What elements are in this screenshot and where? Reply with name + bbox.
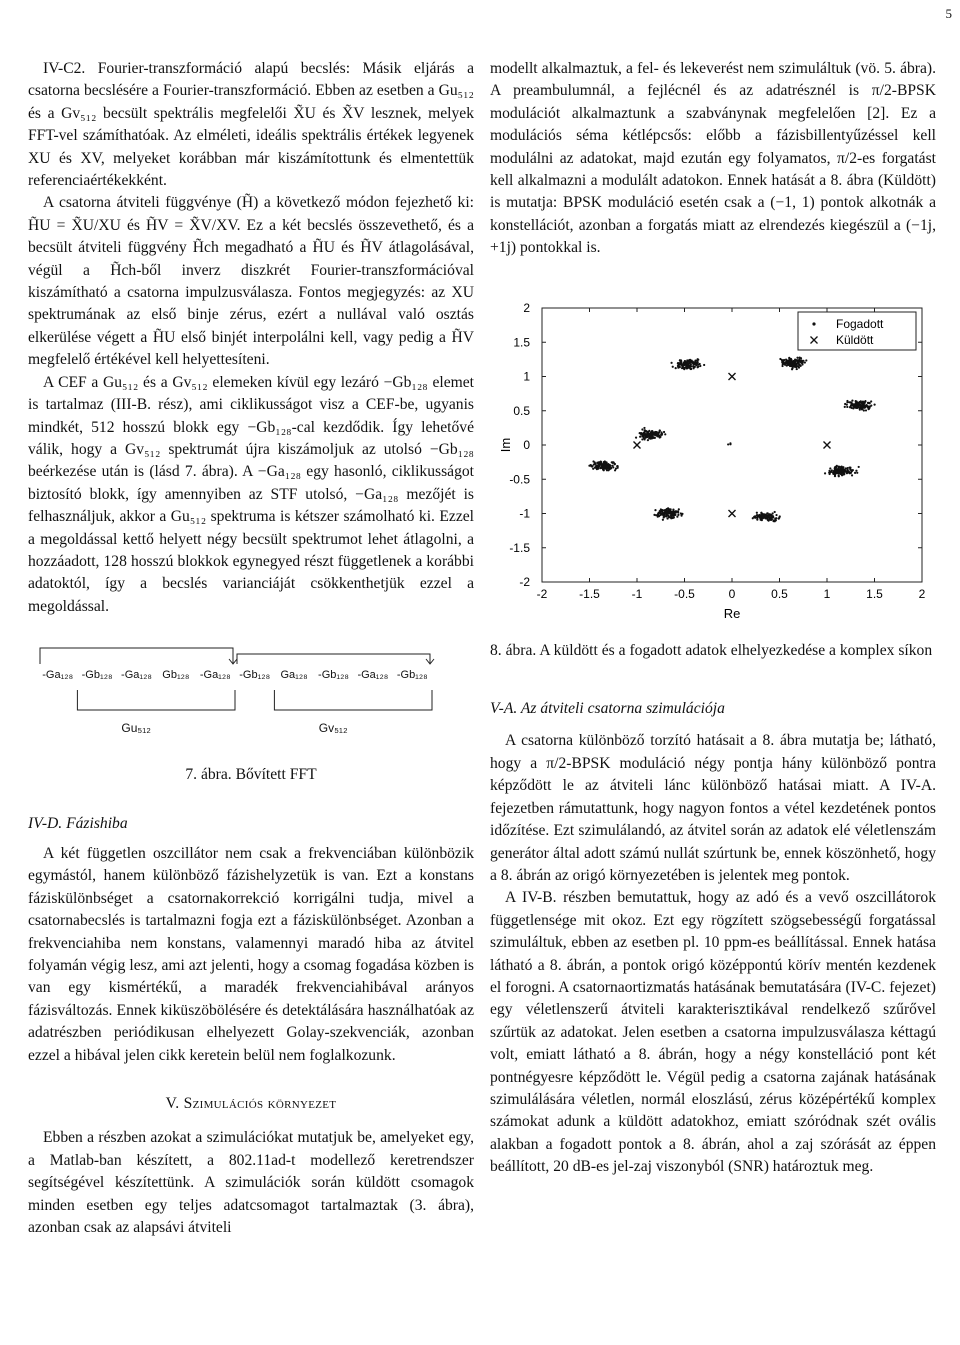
received-point	[843, 472, 845, 474]
gu-bracket	[40, 648, 233, 664]
y-tick-label: 0.5	[513, 403, 530, 418]
received-point	[854, 406, 856, 408]
received-point	[834, 467, 836, 469]
right-column	[490, 58, 936, 1179]
received-point	[696, 361, 698, 363]
received-point	[659, 510, 661, 512]
received-point	[761, 515, 763, 517]
figure-7-caption: 7. ábra. Bővített FFT	[185, 766, 317, 784]
received-point	[635, 436, 637, 438]
received-point	[667, 512, 669, 514]
received-point	[848, 470, 850, 472]
received-point	[768, 516, 770, 518]
received-point	[683, 368, 685, 370]
received-point	[691, 359, 693, 361]
received-point	[834, 475, 836, 477]
y-tick-label: -1.5	[509, 540, 530, 555]
received-point	[772, 520, 774, 522]
x-tick-label: -2	[536, 586, 548, 601]
received-point	[614, 463, 616, 465]
constellation-scatter-plot	[490, 294, 936, 624]
received-point	[597, 467, 599, 469]
received-point	[849, 405, 851, 407]
received-point	[654, 509, 656, 511]
received-point	[687, 366, 689, 368]
figure-8-caption: 8. ábra. A küldött és a fogadott adatok elhelyezkedése a komplex síkon	[490, 641, 933, 659]
gv-bracket	[237, 654, 430, 664]
received-point	[838, 475, 840, 477]
received-point	[839, 467, 841, 469]
received-point	[727, 443, 729, 445]
x-axis-label: Re	[723, 605, 741, 621]
received-point	[659, 514, 661, 516]
section-heading-channel-sim: V-A. Az átviteli csatorna szimulációja	[490, 700, 725, 718]
received-point	[611, 461, 613, 463]
received-point	[788, 357, 790, 359]
y-tick-label: 0	[523, 437, 530, 452]
received-point	[851, 399, 853, 401]
paragraph-channel-effects: A csatorna különböző torzító hatásait a 8. ábra mutatja be; látható, hogy a π/2-BPSK moduláció négy pontja hány különböző pontra képződött le az átviteli lánc különböző hatásai miatt. A IV-A. fejezetben rámutattunk, hogy nagyon fontos a vétel kezdetének pontos időzítése. Ezt szimulálandó, az átvitel során az adatok elé véletlenszám generátor által adott számú nullát szúrtunk be, ennek köszönhető, hogy a 8. ábrán az origó környezetében is jelentek meg pontok.	[490, 732, 936, 884]
received-point	[592, 460, 594, 462]
y-tick-label: 1	[523, 369, 530, 384]
fft-block-label: Ga₁₂₈	[280, 669, 308, 682]
paragraph-oscillator-effects: A IV-B. részben bemutattuk, hogy az adó és a vevő oszcillátorok függetlensége mit okoz. Ezt egy rögzített szögsebességű forgatással szimuláltuk, ebben az esetben pl. 10 ppm-es beállítással. Ennek hatása látható a 8. ábrán, a pontok origó középpontú körív mentén kezdenek el forogni. A csatornaortizmatás hatásának bemutatására (IV-C. fejezet) egy véletlenszerű átviteli karakterisztikával rendelkező szűrővel szűrtük az adatokat. Jelen esetben a csatorna impulzusválasza kéttagú volt, emiatt látható a 8. ábrán, hogy a négy konstelláció pont két pontnégyesre képződött le. Végül pedig a csatorna zajának hatásának szimulálására véletlen, normál eloszlású, zérus középértékű komplex számokat adunk a küldött adatokhoz, emiatt szóródnak szét ovális alakban a fogadott pontok a 8. ábrán, ahol a zaj szórását az éppen beállított, 20 dB-es jel-zaj viszonyból (SNR) határoztuk meg.	[490, 889, 936, 1176]
received-point	[601, 465, 603, 467]
received-point	[647, 439, 649, 441]
received-point	[799, 356, 801, 358]
received-point	[670, 514, 672, 516]
received-point	[697, 358, 699, 360]
received-point	[756, 514, 758, 516]
received-point	[784, 362, 786, 364]
page-number: 5	[945, 6, 952, 21]
received-point	[648, 434, 650, 436]
received-point	[778, 516, 780, 518]
received-point	[868, 406, 870, 408]
paragraph-fourier-estimation: IV-C2. Fourier-transzformáció alapú becslés: Másik eljárás a csatorna becslésére a Fourier-transzformáció. Ebben az esetben a Gu₅₁₂ és a Gv₅₁₂ becsült spektrális megfelelői X̃U és X̃V lesznek, melyek FFT-vel számíthatóak. Az elméleti, ideális spektrális értékek legyenek XU és XV, melyeket korábban már kiszámítottunk és elmentettük referenciaértékekként.	[28, 60, 474, 190]
received-point	[796, 360, 798, 362]
figure-8-constellation	[490, 294, 936, 624]
legend-received-label: Fogadott	[836, 316, 884, 331]
fft-block-label: -Gb₁₂₈	[396, 669, 428, 682]
paragraph-transfer-function: A csatorna átviteli függvénye (H̃) a következő módon fejezhető ki: H̃U = X̃U/XU és H̃V = X̃V/XV. Ez a két becslés összevethető, és a becsült átviteli függvény H̃ch megadható a H̃U és H̃V átlagolásával, végül a H̃ch-ből inverz diszkrét Fourier-transzformációval kiszámítható a csatorna impulzusválasza. Fontos megjegyzés: az XU spektrumának az első binje zérus, ezért a nullával való osztás elkerülése végett a H̃U első binjét interpolálni kell, vagy pedig a H̃V megfelelő értékével kell helyettesíteni.	[28, 194, 474, 369]
section-heading-phase-error: IV-D. Fázishiba	[28, 814, 128, 832]
received-point	[844, 405, 846, 407]
received-point	[643, 426, 645, 428]
received-point	[858, 465, 860, 467]
received-point	[678, 508, 680, 510]
received-point	[756, 518, 758, 520]
received-point	[797, 365, 799, 367]
received-point	[793, 363, 795, 365]
received-point	[829, 467, 831, 469]
received-point	[592, 467, 594, 469]
received-point	[680, 361, 682, 363]
received-point	[770, 513, 772, 515]
x-tick-label: 1	[823, 586, 831, 601]
received-point	[802, 361, 804, 363]
received-point	[837, 467, 839, 469]
received-point	[753, 515, 755, 517]
received-point	[667, 514, 669, 516]
received-point	[668, 516, 670, 518]
received-point	[854, 471, 856, 473]
y-axis-label: Im	[498, 437, 513, 452]
received-point	[641, 428, 643, 430]
received-point	[663, 431, 665, 433]
received-point	[590, 465, 592, 467]
received-point	[865, 409, 867, 411]
received-point	[781, 365, 783, 367]
received-point	[675, 367, 677, 369]
received-point	[770, 518, 772, 520]
received-point	[645, 430, 647, 432]
received-point	[686, 362, 688, 364]
received-point	[873, 403, 875, 405]
received-point	[644, 436, 646, 438]
received-point	[857, 406, 859, 408]
received-point	[764, 515, 766, 517]
received-point	[683, 361, 685, 363]
y-tick-label: 2	[523, 300, 530, 315]
received-point	[615, 467, 617, 469]
received-point	[860, 400, 862, 402]
gv-lower-bracket	[274, 690, 432, 710]
received-point	[699, 365, 701, 367]
x-tick-label: -1	[631, 586, 643, 601]
received-point	[658, 431, 660, 433]
received-point	[651, 434, 653, 436]
received-point	[859, 404, 861, 406]
paragraph-simulation-intro: Ebben a részben azokat a szimulációkat mutatjuk be, amelyeket egy, a Matlab-ban készített, a 802.11ad-t modellező keretrendszer segítségével készítettünk. A szimulációk során küldött csomagok minden esetben egy teljes adatcsomagot tartalmaztak (3. ábra), azonban csak az alapsávi átviteli	[28, 1129, 474, 1237]
received-point	[863, 401, 865, 403]
y-tick-label: -1	[519, 506, 530, 521]
received-point	[775, 514, 777, 516]
received-point	[870, 400, 872, 402]
received-point	[604, 466, 606, 468]
received-point	[841, 470, 843, 472]
gv-label: Gv₅₁₂	[318, 721, 348, 736]
paragraph-modulation: modellt alkalmaztuk, a fel- és lekeverést nem szimuláltuk (vö. 5. ábra). A preambulumnál, a fejlécnél és az adatrésznél is π/2-BPSK modulációt alkalmaztunk a szabványnak megfelelően [2]. Ez a modulációs séma kétlépcsős: előbb a fázisbillentyűzéssel kell modulálni az adatokat, majd ezután egy folyamatos, π/2-es forgatást kell alkalmazni a modulált adatokon. Ennek hatását a 8. ábra (Küldött) is mutatja: BPSK moduláció esetén csak a (−1, 1) pontok alkotnák a konstellációt, azonban a forgatás miatt az elrendezés kiegészül a (−1j, +1j) pontokkal is.	[490, 60, 936, 257]
received-point	[639, 435, 641, 437]
received-point	[598, 464, 600, 466]
received-point	[659, 435, 661, 437]
x-tick-label: 0.5	[771, 586, 788, 601]
sent-point	[729, 510, 736, 517]
fft-block-label: -Gb₁₂₈	[239, 669, 271, 682]
received-point	[824, 472, 826, 474]
received-point	[670, 361, 672, 363]
y-tick-label: -0.5	[509, 471, 530, 486]
received-point	[639, 432, 641, 434]
received-point	[703, 364, 705, 366]
fft-block-diagram	[28, 640, 474, 760]
fft-block-label: -Gb₁₂₈	[81, 669, 113, 682]
received-point	[756, 511, 758, 513]
received-point	[786, 362, 788, 364]
received-point	[690, 368, 692, 370]
x-tick-label: 0	[728, 586, 736, 601]
section-heading-simulation: V. Szimulációs környezet	[165, 1095, 337, 1113]
received-point	[686, 360, 688, 362]
received-point	[788, 361, 790, 363]
received-point	[846, 401, 848, 403]
y-tick-label: -2	[519, 574, 530, 589]
received-point	[598, 461, 600, 463]
received-point	[785, 358, 787, 360]
received-point	[838, 472, 840, 474]
received-point	[666, 510, 668, 512]
received-point	[835, 470, 837, 472]
legend-received-marker	[812, 322, 815, 325]
left-column	[28, 58, 474, 1239]
fft-block-label: -Ga₁₂₈	[357, 669, 389, 682]
received-point	[603, 463, 605, 465]
received-point	[729, 443, 731, 445]
received-point	[610, 467, 612, 469]
x-tick-label: -1.5	[579, 586, 600, 601]
y-tick-label: 1.5	[513, 334, 530, 349]
received-point	[672, 365, 674, 367]
received-point	[782, 361, 784, 363]
received-point	[867, 401, 869, 403]
fft-block-label: -Ga₁₂₈	[121, 669, 152, 682]
fft-block-label: Gb₁₂₈	[162, 669, 190, 682]
received-point	[663, 516, 665, 518]
x-tick-label: -0.5	[674, 586, 695, 601]
received-point	[852, 469, 854, 471]
received-point	[856, 471, 858, 473]
received-point	[673, 516, 675, 518]
received-point	[662, 518, 664, 520]
gu-label: Gu₅₁₂	[121, 721, 151, 736]
received-point	[772, 516, 774, 518]
received-point	[656, 435, 658, 437]
received-point	[855, 402, 857, 404]
received-point	[796, 368, 798, 370]
received-point	[675, 510, 677, 512]
received-point	[849, 472, 851, 474]
received-point	[852, 403, 854, 405]
sent-point	[824, 441, 831, 448]
received-point	[846, 406, 848, 408]
received-point	[855, 469, 857, 471]
received-point	[689, 361, 691, 363]
received-point	[759, 517, 761, 519]
received-point	[789, 365, 791, 367]
received-point	[846, 467, 848, 469]
sent-point	[634, 441, 641, 448]
received-point	[654, 431, 656, 433]
received-point	[846, 471, 848, 473]
received-point	[664, 433, 666, 435]
received-point	[833, 472, 835, 474]
received-point	[791, 362, 793, 364]
paragraph-cef-cyclic: A CEF a Gu₅₁₂ és a Gv₅₁₂ elemeken kívül egy lezáró −Gb₁₂₈ elemet is tartalmaz (III-B. rész), ami ciklikusságot visz a CEF-be, ugyanis mindkét, 512 hosszú blokk egy −Gb₁₂₈-cal kezdődik. Így lehetővé válik, hogy a Gv₅₁₂ spektrumát újra kiszámoljuk az utolsó −Gb₁₂₈ beérkezése után is (lásd 7. ábra). A −Ga₁₂₈ egy hasonló, ciklikusságot biztosító blokk, így amennyiben az STF utolsó, −Ga₁₂₈ mezőjét is felhasználjuk, akkor a Gu₅₁₂ spektruma is kétszer számolható ki. Ezzel a megoldással kettő helyett négy becsült spektrumot lehet átlagolni, a hozzáadott, 128 hosszú blokkok egynegyed részt függetlenek a korábbi adatoktól, így a becslés varianciáját csökkenthetjük ezzel a megoldással.	[28, 373, 474, 615]
received-point	[690, 364, 692, 366]
received-point	[609, 464, 611, 466]
received-point	[669, 510, 671, 512]
received-point	[794, 360, 796, 362]
legend-sent-label: Küldött	[836, 332, 874, 347]
received-point	[805, 359, 807, 361]
x-tick-label: 1.5	[866, 586, 883, 601]
received-point	[864, 406, 866, 408]
received-point	[689, 366, 691, 368]
received-point	[801, 363, 803, 365]
received-point	[851, 474, 853, 476]
received-point	[757, 516, 759, 518]
fft-block-label: -Ga₁₂₈	[42, 669, 74, 682]
received-point	[863, 409, 865, 411]
received-point	[697, 365, 699, 367]
received-point	[796, 356, 798, 358]
fft-block-label: -Ga₁₂₈	[199, 669, 231, 682]
received-point	[848, 466, 850, 468]
received-point	[844, 403, 846, 405]
received-point	[588, 464, 590, 466]
received-point	[641, 438, 643, 440]
received-point	[694, 359, 696, 361]
received-point	[676, 515, 678, 517]
received-point	[606, 465, 608, 467]
received-point	[612, 466, 614, 468]
received-point	[672, 508, 674, 510]
received-point	[861, 404, 863, 406]
received-point	[661, 432, 663, 434]
received-point	[677, 366, 679, 368]
received-point	[767, 512, 769, 514]
received-point	[680, 514, 682, 516]
received-point	[692, 365, 694, 367]
figure-7-extended-fft	[28, 640, 474, 760]
paragraph-phase-error: A két független oszcillátor nem csak a frekvenciában különbözik egymástól, hanem különböző fázishelyzetük is van. Ezt a konstans fáziskülönbséget a csatornakorrekció korrigálni tudja, mivel a csatornabecslés is tartalmazni fogja ezt a fáziskülönbséget. Azonban a frekvenciahiba nem konstans, valamennyi maradó hiba az átvitel folyamán végig lesz, ami azt jelenti, hogy a csomag fogadása közben is van egy kismértékű, a maradék frekvenciahibával arányos fázisváltozás. Ennek kiküszöbölésére és detektálására használhatóak az adatrészben periódikusan elhelyezett Golay-szekvenciák, azonban ezzel a hibával jelen cikk keretein belül nem foglalkozunk.	[28, 844, 474, 1064]
sent-point	[729, 373, 736, 380]
fft-block-label: -Gb₁₂₈	[318, 669, 349, 682]
received-point	[643, 434, 645, 436]
received-point	[655, 514, 657, 516]
received-point	[758, 514, 760, 516]
received-point	[677, 362, 679, 364]
x-tick-label: 2	[918, 586, 926, 601]
received-point	[693, 363, 695, 365]
received-point	[774, 511, 776, 513]
received-point	[657, 512, 659, 514]
received-point	[791, 360, 793, 362]
received-point	[797, 362, 799, 364]
received-point	[828, 471, 830, 473]
received-point	[661, 512, 663, 514]
received-point	[804, 361, 806, 363]
received-point	[681, 363, 683, 365]
gu-lower-bracket	[77, 690, 235, 710]
received-point	[616, 465, 618, 467]
received-point	[775, 517, 777, 519]
